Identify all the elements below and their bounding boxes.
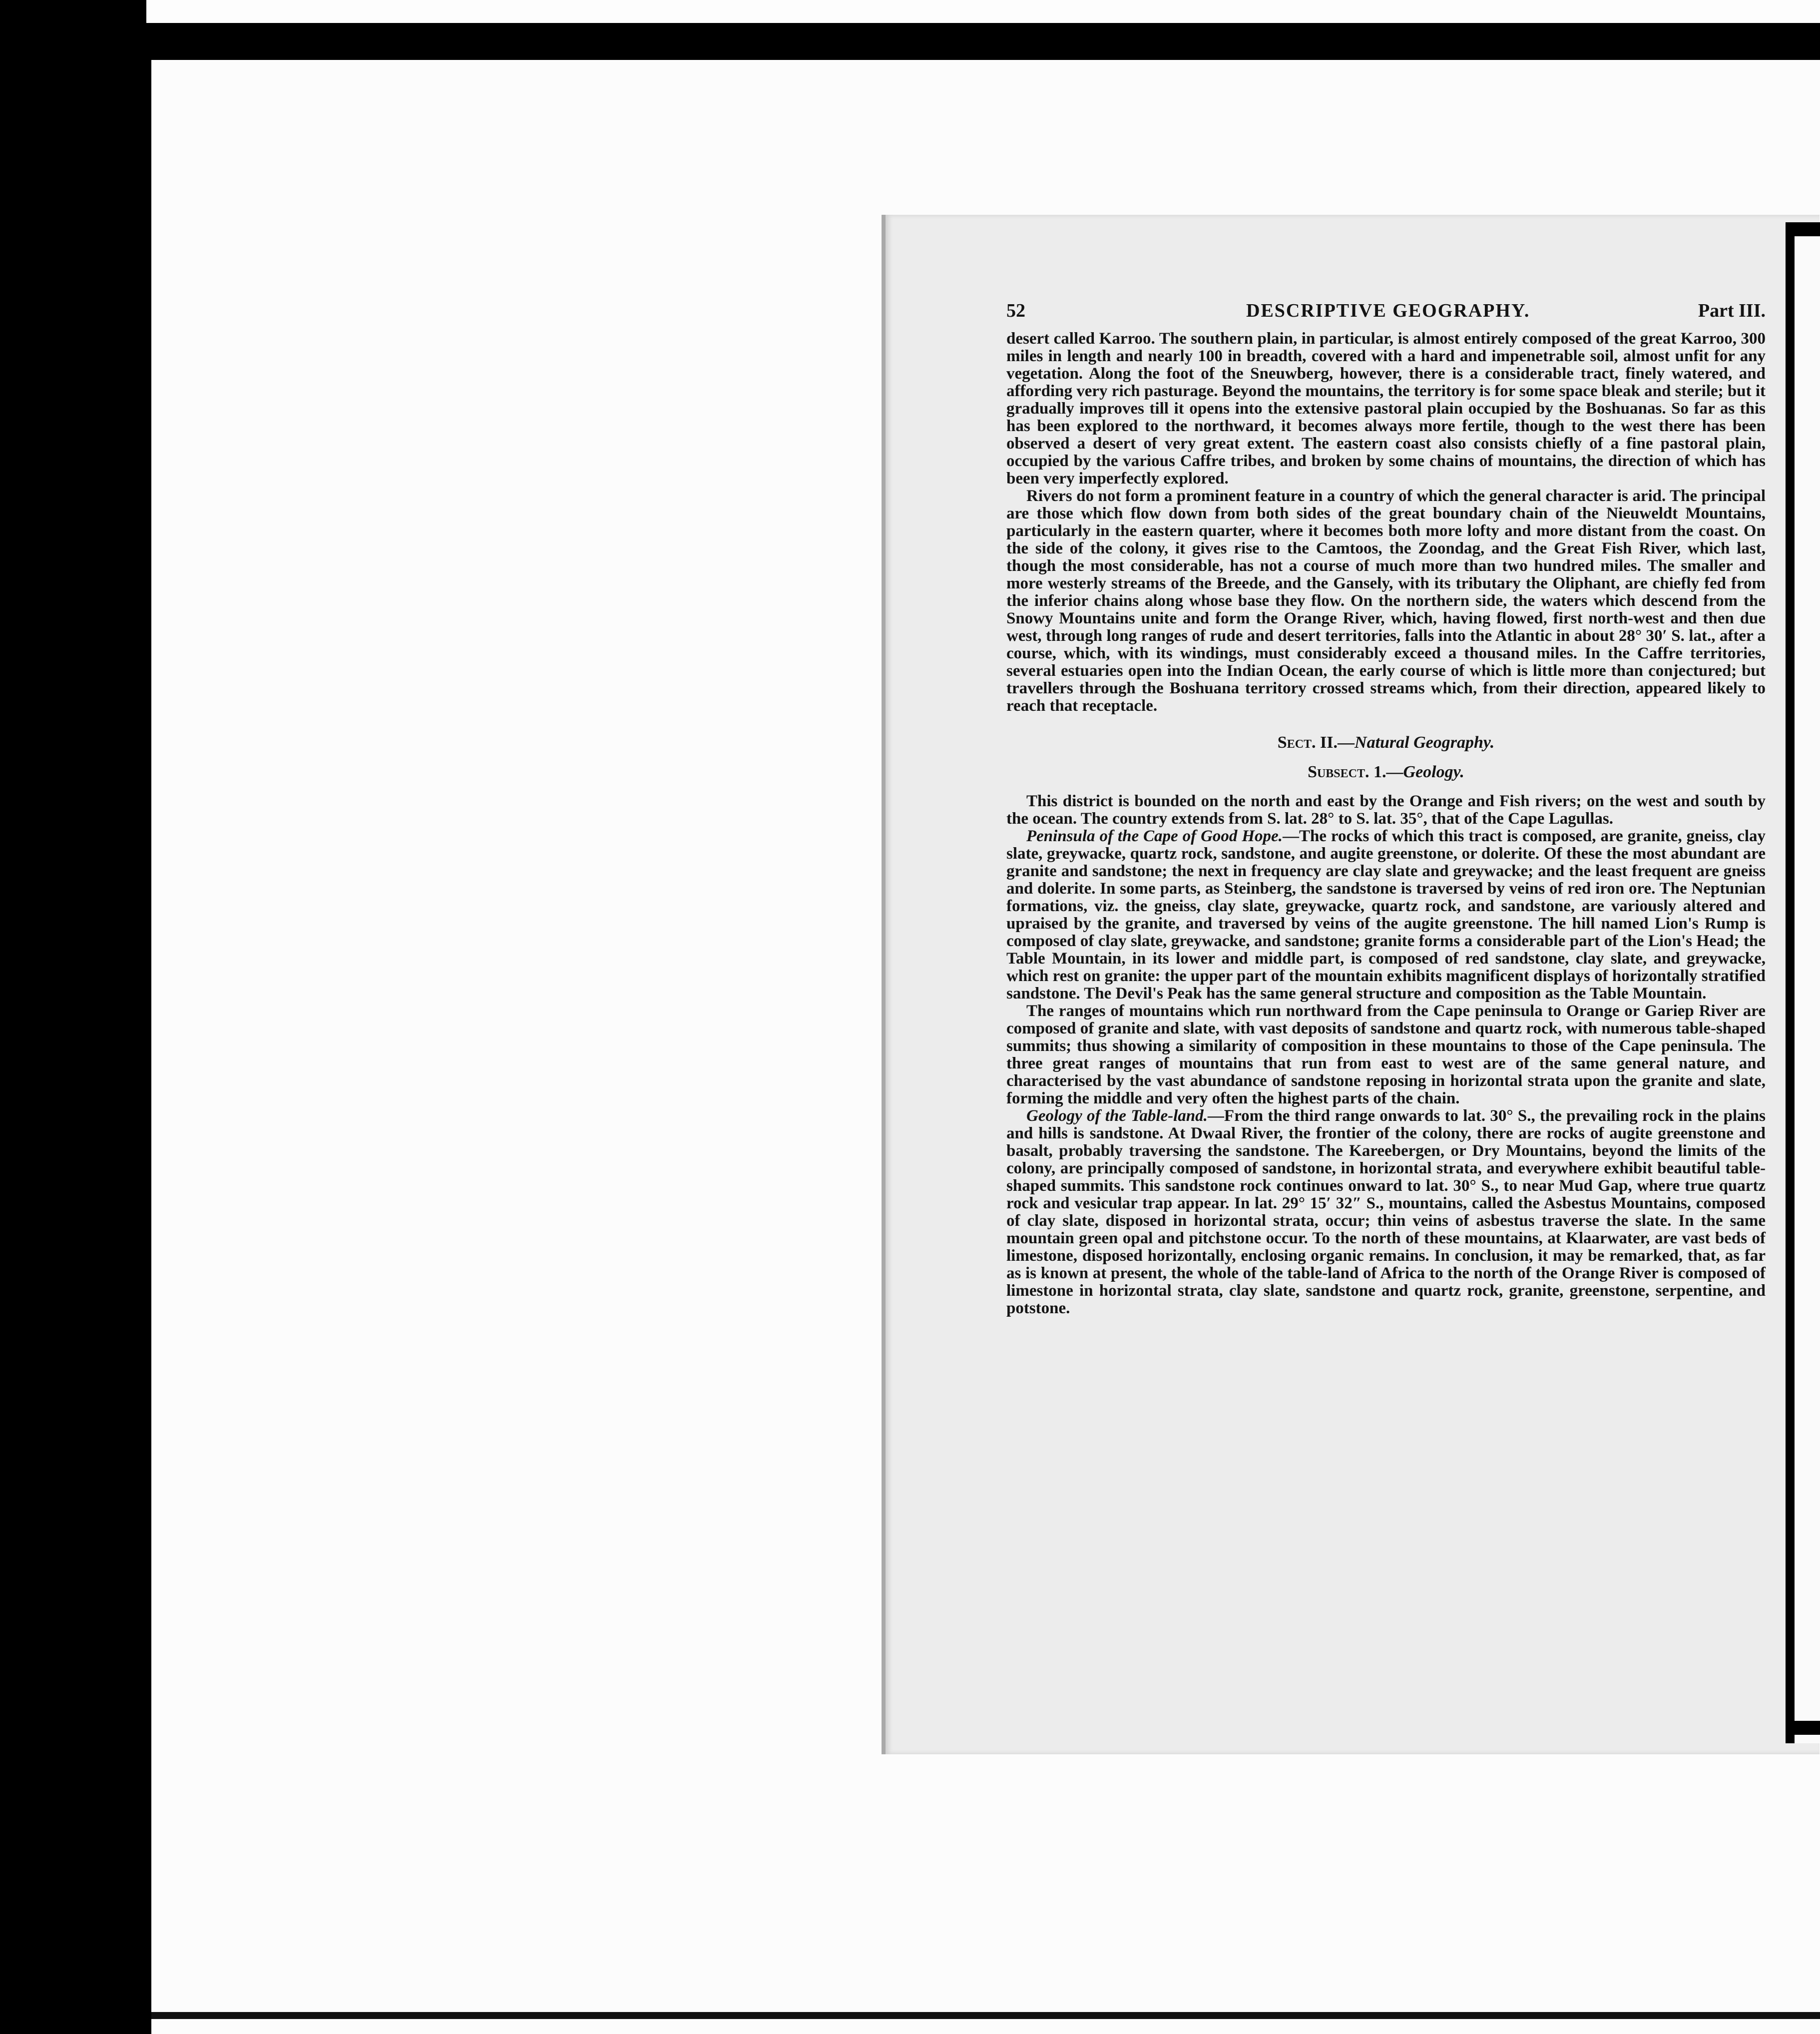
section-heading — [1006, 734, 1766, 751]
bracket-top-tick — [1795, 222, 1820, 236]
subsection-title: Geology. — [1403, 763, 1464, 781]
page-number: 52 — [1006, 300, 1025, 321]
subsection-label: Subsect. 1.— — [1308, 763, 1403, 781]
scan-frame-gap — [151, 2012, 1820, 2019]
section-title: Natural Geography. — [1355, 733, 1495, 752]
paragraph-peninsula — [1006, 828, 1766, 1003]
peninsula-text: —The rocks of which this tract is composed, are granite, gneiss, clay slate, greywacke, quartz rock, sandstone, and augite greenstone, or dolerite. Of these the most abundant are granite and sandstone; the next in frequency are clay slate and greywacke; and the least frequent are gneiss and dolerite. In some parts, as Steinberg, the sandstone is traversed by veins of red iron ore. The Neptunian formations, viz. the gneiss, clay slate, greywacke, quartz rock, and sandstone, are variously altered and upraised by the granite, and traversed by veins of the augite greenstone. The hill named Lion's Rump is composed of clay slate, greywacke, and sandstone; granite forms a considerable part of the Lion's Head; the Table Mountain, in its lower and middle part, is composed of red sandstone, clay slate, and greywacke, which rest on granite: the upper part of the mountain exhibits magnificent displays of horizontally stratified sandstone. The Devil's Peak has the same general structure and composition as the Table Mountain. — [1006, 827, 1766, 1003]
bracket-bottom-tick — [1795, 1721, 1820, 1735]
part-label: Part III. — [1698, 300, 1766, 321]
peninsula-lead: Peninsula of the Cape of Good Hope. — [1026, 827, 1283, 845]
tableland-lead: Geology of the Table-land. — [1026, 1107, 1208, 1125]
running-head — [1006, 302, 1766, 328]
paragraph-karroo: desert called Karroo. The southern plain, in particular, is almost entirely composed of the great Karroo, 300 miles in length and nearly 100 in breadth, covered with a hard and impenetrable soil, almost unfit for any vegetation. Along the foot of the Sneuwberg, however, there is a considerable tract, finely watered, and affording very rich pasturage. Beyond the mountains, the territory is for some space bleak and sterile; but it gradually improves till it opens into the extensive pastoral plain occupied by the Boshuanas. So far as this has been explored to the northward, it becomes always more fertile, though to the west there has been observed a desert of very great extent. The eastern coast also consists chiefly of a fine pastoral plain, occupied by the various Caffre tribes, and broken by some chains of mountains, the direction of which has been very imperfectly explored. — [1006, 330, 1766, 488]
tableland-text: —From the third range onwards to lat. 30° S., the prevailing rock in the plains and hills is sandstone. At Dwaal River, the frontier of the colony, there are rocks of augite greenstone and basalt, probably traversing the sandstone. The Kareebergen, or Dry Mountains, beyond the limits of the colony, are principally composed of sandstone, in horizontal strata, and everywhere exhibit beautiful table-shaped summits. This sandstone rock continues onward to lat. 30° S., to near Mud Gap, where true quartz rock and vesicular trap appear. In lat. 29° 15′ 32″ S., mountains, called the Asbestus Mountains, composed of clay slate, disposed in horizontal strata, occur; thin veins of asbestus traverse the slate. In the same mountain green opal and pitchstone occur. To the north of these mountains, at Klaarwater, are vast beds of limestone, disposed horizontally, enclosing organic remains. In conclusion, it may be remarked, that, as far as is known at present, the whole of the table-land of Africa to the north of the Orange River is composed of limestone in horizontal strata, clay slate, sandstone and quartz rock, granite, greenstone, serpentine, and potstone. — [1006, 1107, 1766, 1317]
paragraph-district: This district is bounded on the north and east by the Orange and Fish rivers; on the west and south by the ocean. The country extends from S. lat. 28° to S. lat. 35°, that of the Cape Lagullas. — [1006, 792, 1766, 828]
running-title: DESCRIPTIVE GEOGRAPHY. — [1246, 300, 1530, 321]
paragraph-tableland — [1006, 1107, 1766, 1317]
subsection-heading — [1006, 763, 1766, 781]
scan-frame-top — [146, 0, 1820, 23]
page-edge-bracket — [1786, 222, 1820, 1743]
page-text — [1006, 302, 1766, 1317]
section-label: Sect. II.— — [1277, 733, 1355, 752]
paragraph-ranges: The ranges of mountains which run northward from the Cape peninsula to Orange or Gariep River are composed of granite and slate, with vast deposits of sandstone and quartz rock, with numerous table-shaped summits; thus showing a similarity of composition in these mountains to those of the Cape peninsula. The three great ranges of mountains that run from east to west are of the same general nature, and characterised by the vast abundance of sandstone reposing in horizontal strata upon the granite and slate, forming the middle and very often the highest parts of the chain. — [1006, 1002, 1766, 1107]
paragraph-rivers: Rivers do not form a prominent feature in a country of which the general character is arid. The principal are those which flow down from both sides of the great boundary chain of the Nieuweldt Mountains, particularly in the eastern quarter, where it becomes both more lofty and more distant from the coast. On the side of the colony, it gives rise to the Camtoos, the Zoondag, and the Great Fish River, which last, though the most considerable, has not a course of much more than two hundred miles. The smaller and more westerly streams of the Breede, and the Gansely, with its tributary the Oliphant, are chiefly fed from the inferior chains along whose base they flow. On the northern side, the waters which descend from the Snowy Mountains unite and form the Orange River, which, having flowed, first north-west and then due west, through long ranges of rude and desert territories, falls into the Atlantic in about 28° 30′ S. lat., after a course, which, with its windings, must considerably exceed a thousand miles. In the Caffre territories, several estuaries open into the Indian Ocean, the early course of which is little more than conjectured; but travellers through the Boshuana territory crossed streams which, from their direction, appeared likely to reach that receptacle. — [1006, 487, 1766, 715]
